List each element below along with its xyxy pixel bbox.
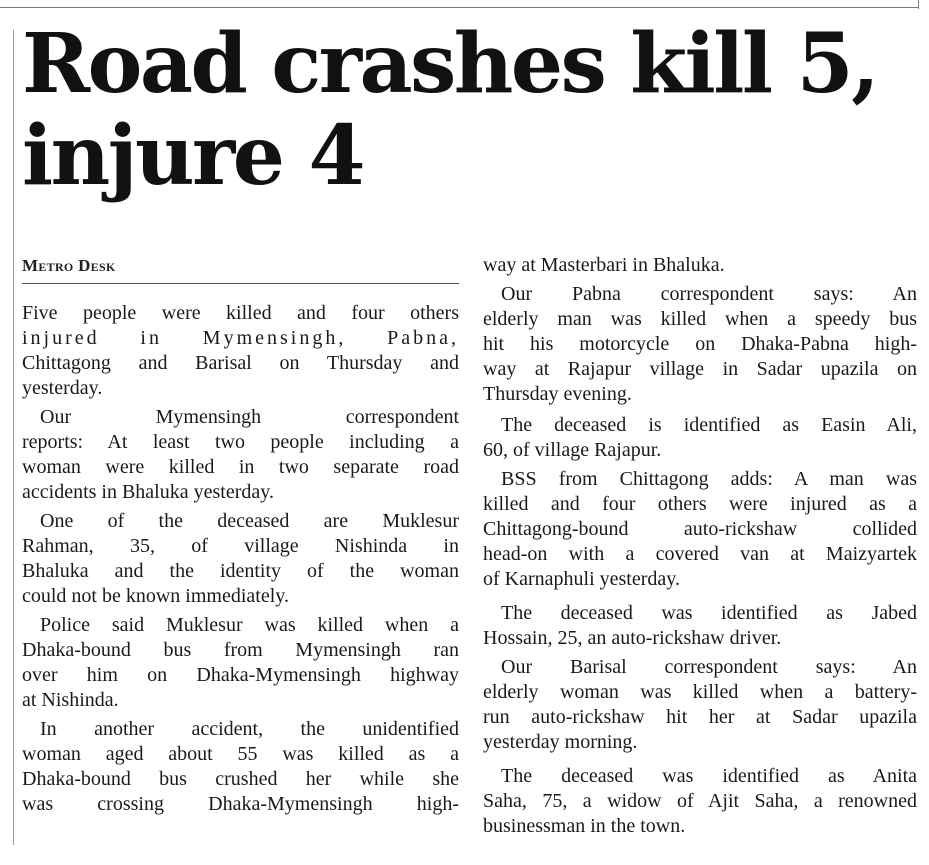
headline-line-1: Road crashes kill 5, (22, 16, 878, 112)
body-line: reports: At least two people including a (22, 431, 459, 453)
body-line: way at Masterbari in Bhaluka. (483, 254, 725, 276)
body-line: over him on Dhaka-Mymensingh highway (22, 664, 459, 686)
body-line: Our Barisal correspondent says: An (501, 656, 917, 678)
body-line: yesterday morning. (483, 731, 638, 753)
body-line: Bhaluka and the identity of the woman (22, 560, 459, 582)
body-line: injured in Mymensingh, Pabna, (22, 327, 459, 349)
byline: Metro Desk (22, 256, 116, 275)
body-line: woman aged about 55 was killed as a (22, 743, 459, 765)
body-line: Hossain, 25, an auto-rickshaw driver. (483, 627, 782, 649)
body-line: Thursday evening. (483, 383, 632, 405)
body-line: could not be known immediately. (22, 585, 289, 607)
body-line: elderly man was killed when a speedy bus (483, 308, 917, 330)
body-line: at Nishinda. (22, 689, 119, 711)
body-line: Dhaka-bound bus from Mymensingh ran (22, 639, 459, 661)
body-line: The deceased was identified as Jabed (501, 602, 917, 624)
body-line: yesterday. (22, 377, 103, 399)
body-line: Police said Muklesur was killed when a (40, 614, 459, 636)
body-line: 60, of village Rajapur. (483, 439, 662, 461)
body-line: Saha, 75, a widow of Ajit Saha, a renowned (483, 790, 917, 812)
body-line: killed and four others were injured as a (483, 493, 917, 515)
body-line: Dhaka-bound bus crushed her while she (22, 768, 459, 790)
body-line: run auto-rickshaw hit her at Sadar upazila (483, 706, 917, 728)
body-line: hit his motorcycle on Dhaka-Pabna high- (483, 333, 917, 355)
top-border-rule (0, 7, 918, 8)
body-line: The deceased is identified as Easin Ali, (501, 414, 917, 436)
body-line: BSS from Chittagong adds: A man was (501, 468, 917, 490)
headline (22, 18, 912, 202)
body-line: elderly woman was killed when a battery- (483, 681, 917, 703)
body-line: Chittagong-bound auto-rickshaw collided (483, 518, 917, 540)
body-line: of Karnaphuli yesterday. (483, 568, 680, 590)
headline-line-2: injure 4 (22, 108, 364, 204)
body-line: Chittagong and Barisal on Thursday and (22, 352, 459, 374)
byline-rule (22, 283, 459, 284)
body-line: One of the deceased are Muklesur (40, 510, 459, 532)
body-line: Our Pabna correspondent says: An (501, 283, 917, 305)
body-line: Rahman, 35, of village Nishinda in (22, 535, 459, 557)
right-border-tick (918, 0, 919, 9)
left-column-rule (13, 30, 14, 845)
body-line: The deceased was identified as Anita (501, 765, 917, 787)
body-line: head-on with a covered van at Maizyartek (483, 543, 917, 565)
body-line: Five people were killed and four others (22, 302, 459, 324)
body-line: woman were killed in two separate road (22, 456, 459, 478)
body-line: way at Rajapur village in Sadar upazila on (483, 358, 917, 380)
body-line: In another accident, the unidentified (40, 718, 459, 740)
body-line: Our Mymensingh correspondent (40, 406, 459, 428)
body-line: accidents in Bhaluka yesterday. (22, 481, 274, 503)
body-line: was crossing Dhaka-Mymensingh high- (22, 793, 459, 815)
body-line: businessman in the town. (483, 815, 686, 837)
